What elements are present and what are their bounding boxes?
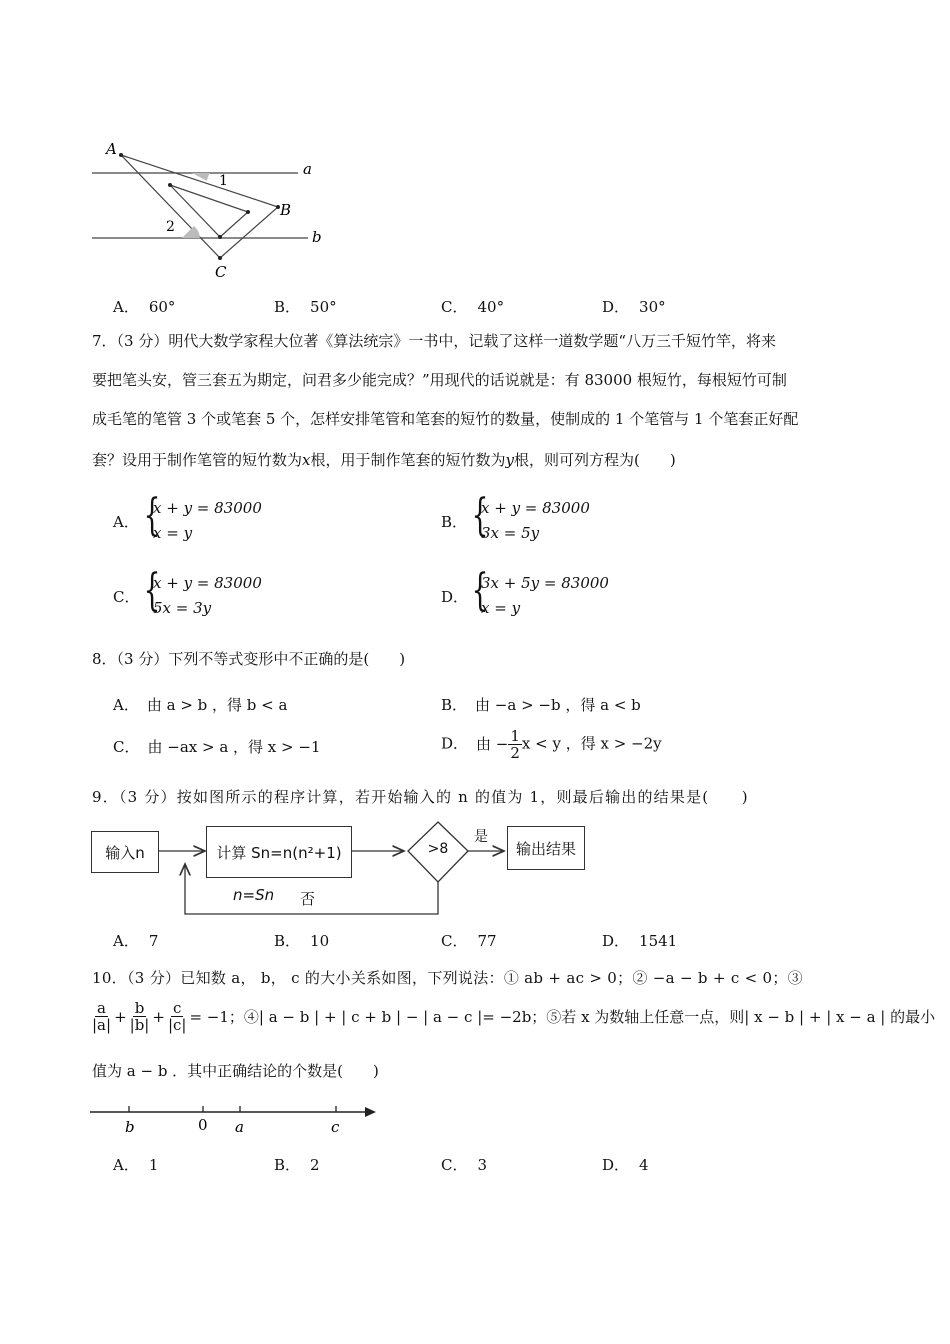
tick-c: c [331,1118,340,1136]
q10-line-3: 值为 a − b ．其中正确结论的个数是( ) [92,1062,379,1080]
tick-zero: 0 [198,1116,208,1134]
q6-option-a[interactable]: A． 60° [113,298,176,316]
compute-box: 计算 Sn=n(n²+1) [206,826,352,878]
q10-option-b[interactable]: B． 2 [274,1156,320,1174]
q7-line-4: 套？设用于制作笔管的短竹数为x根，用于制作笔套的短竹数为y根，则可列方程为( ) [92,451,676,469]
tick-b: b [125,1118,135,1136]
q7-line-1: 7．（3 分）明代大数学家程大位著《算法统宗》一书中，记载了这样一道数学题“八万三千短竹竿，将来 [92,332,777,350]
label-1: 1 [219,173,228,189]
q9-stem: 9．（3 分）按如图所示的程序计算，若开始输入的 n 的值为 1，则最后输出的结果是( ) [92,788,749,806]
q10-option-d[interactable]: D． 4 [602,1156,649,1174]
q8-option-d[interactable]: D． 由 − $\frac{1}{2}$ x < y ，得 x > −2y [441,727,662,762]
label-B: B [280,201,292,219]
number-line [88,1100,388,1140]
q8-option-c[interactable]: C． 由 −ax > a ，得 x > −1 [113,738,321,756]
q6-option-d[interactable]: D． 30° [602,298,666,316]
condition-label: >8 [427,841,449,857]
q7-line-3: 成毛笔的笔管 3 个或笔套 5 个，怎样安排笔管和笔套的短竹的数量，使制成的 1 个笔管与 1 个笔套正好配 [92,410,799,428]
q10-option-c[interactable]: C． 3 [441,1156,488,1174]
q7-line-2: 要把笔头安，管三套五为期定，问君多少能完成？”用现代的话说就是：有 83000 根短竹，每根短竹可制 [92,371,787,389]
triangle-parallel-lines-figure [88,140,338,285]
q6-option-c[interactable]: C． 40° [441,298,505,316]
q9-option-b[interactable]: B． 10 [274,932,330,950]
tick-a: a [235,1118,244,1136]
label-A: A [106,140,117,158]
output-box: 输出结果 [507,826,585,870]
q9-option-d[interactable]: D． 1541 [602,932,678,950]
q8-stem: 8．（3 分）下列不等式变形中不正确的是( ) [92,650,406,668]
q9-option-a[interactable]: A． 7 [113,932,159,950]
q6-option-b[interactable]: B． 50° [274,298,337,316]
q10-option-a[interactable]: A． 1 [113,1156,159,1174]
q10-line-2: $\frac{a}{|a|}$ + $\frac{b}{|b|}$ + $\frac{c}{|c|}$ = −1；④| a − b | + | c + b | − | a − c |= −2b；⑤若 x 为数轴上任意一点，则| x − b | + | x − a | 的最小 [92,999,936,1034]
q8-option-b[interactable]: B． 由 −a > −b ，得 a < b [441,696,641,714]
q9-option-c[interactable]: C． 77 [441,932,497,950]
outer-triangle [121,155,278,258]
label-b: b [312,228,322,246]
label-a: a [303,160,312,178]
no-label: 否 [300,890,316,908]
yes-label: 是 [474,829,488,845]
label-C: C [215,263,227,281]
q8-option-a[interactable]: A． 由 a > b ，得 b < a [113,696,288,714]
assign-label: n=Sn [233,886,275,904]
input-box: 输入n [91,831,159,873]
label-2: 2 [166,219,175,235]
q10-line-1: 10．（3 分）已知数 a， b， c 的大小关系如图，下列说法：① ab + ac > 0；② −a − b + c < 0；③ [92,969,803,987]
